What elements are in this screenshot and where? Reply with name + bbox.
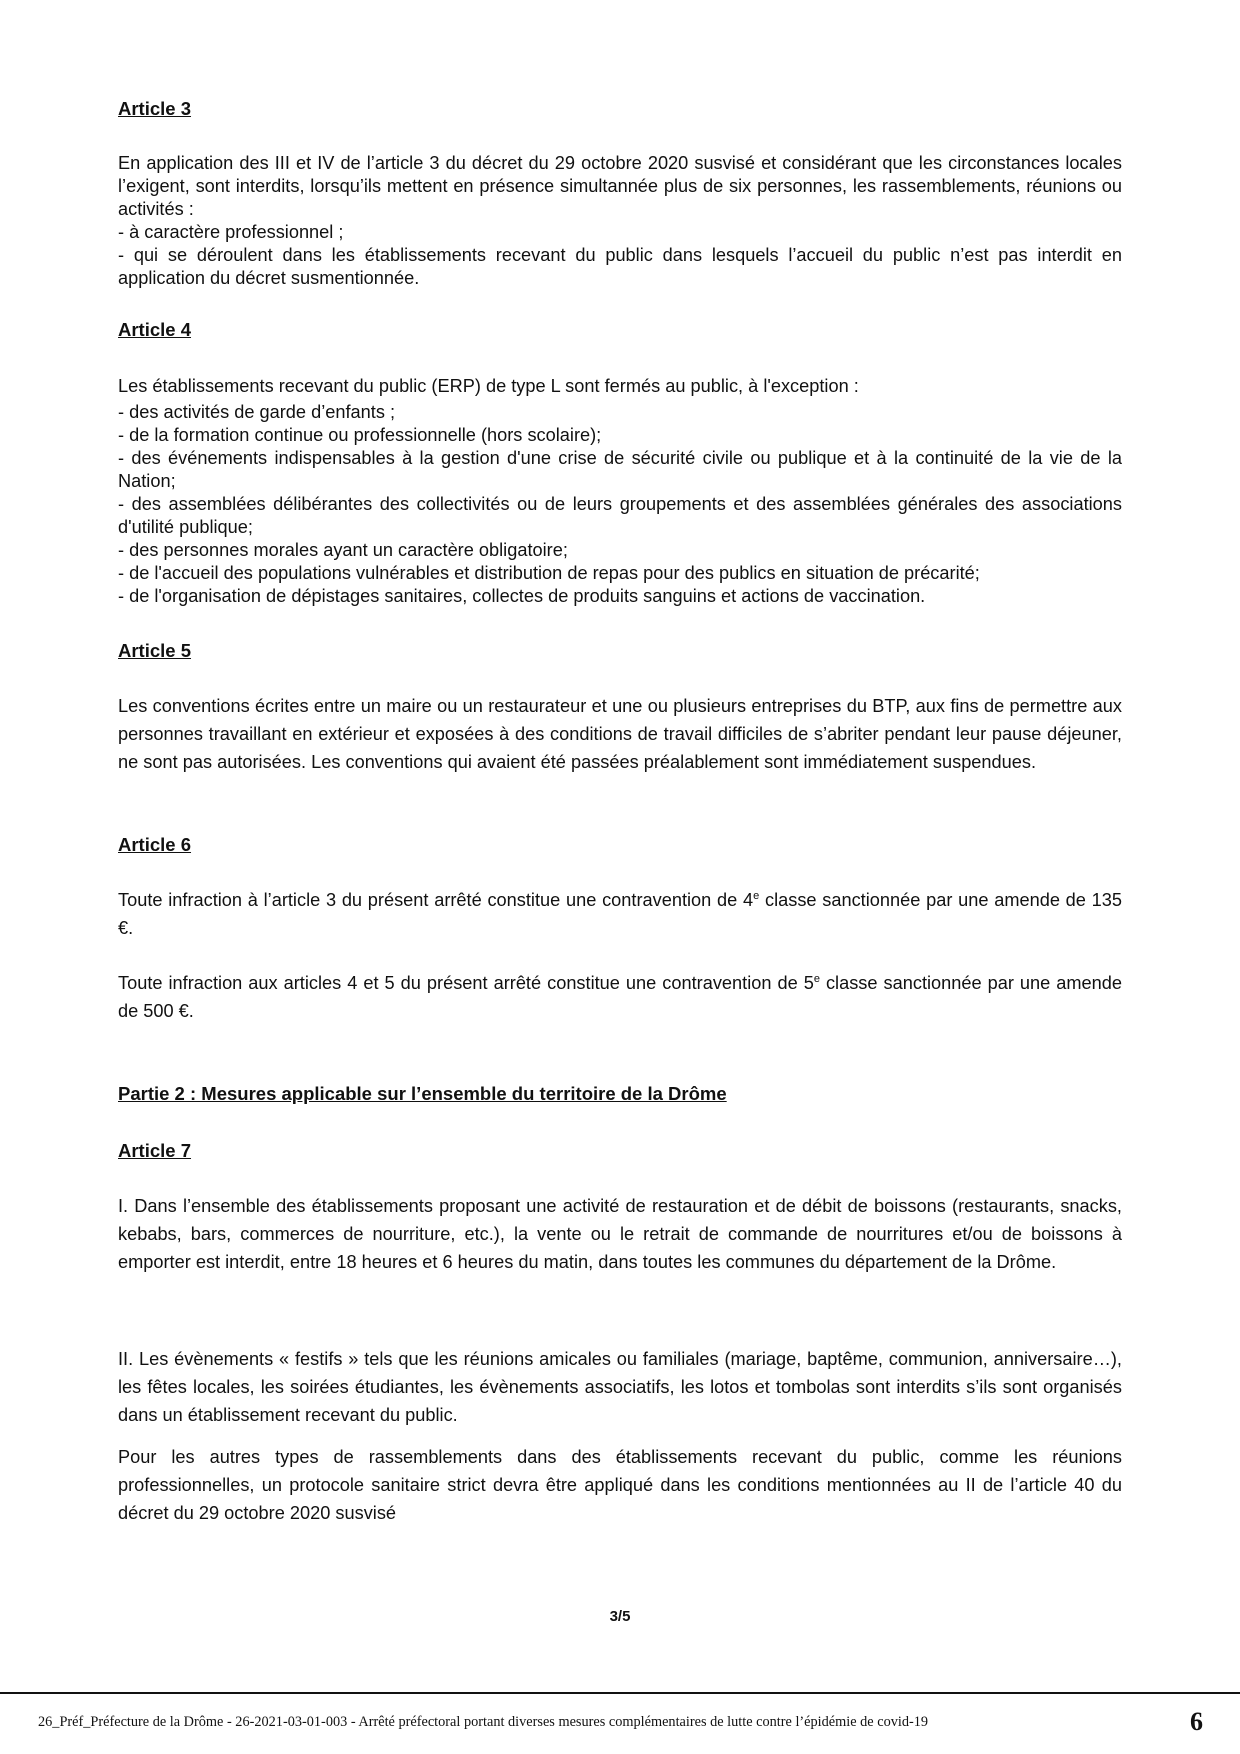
article-4-item: - des assemblées délibérantes des collectivités ou de leurs groupements et des assemblées générales des associations d'utilité publique; — [118, 494, 1122, 537]
article-4-item: - des événements indispensables à la gestion d'une crise de sécurité civile ou publique et à la continuité de la vie de la Nation; — [118, 448, 1122, 491]
article-heading: Article 6 — [118, 834, 192, 855]
text-run: classe sanctionnée par une amende de 135 €. — [118, 890, 1122, 938]
article-5-body — [118, 692, 1122, 776]
article-heading: Article 7 — [118, 1140, 192, 1161]
footer-reference: 26_Préf_Préfecture de la Drôme - 26-2021-03-01-003 - Arrêté préfectoral portant diverses mesures complémentaires de lutte contre l’épidémie de covid-19 — [38, 1714, 929, 1730]
article-6-text-1 — [118, 886, 1122, 942]
article-4-item: - des personnes morales ayant un caractère obligatoire; — [118, 540, 568, 560]
article-4-heading — [118, 318, 1122, 342]
article-7-text-1: I. Dans l’ensemble des établissements proposant une activité de restauration et de débit de boissons (restaurants, snacks, kebabs, bars, commerces de nourriture, etc.), la vente ou le retrait de commande de nourritures et/ou de boissons à emporter est interdit, entre 18 heures et 6 heures du matin, dans toutes les communes du département de la Drôme. — [118, 1196, 1122, 1272]
article-3-heading — [118, 97, 1122, 121]
article-7-text-2: II. Les évènements « festifs » tels que les réunions amicales ou familiales (mariage, baptême, communion, anniversaire…), les fêtes locales, les soirées étudiantes, les évènements associatifs, les lotos et tombolas sont interdits s’ils sont organisés dans un établissement recevant du public. — [118, 1349, 1122, 1425]
article-5-heading — [118, 639, 1122, 663]
section-heading: Partie 2 : Mesures applicable sur l’ensemble du territoire de la Drôme — [118, 1083, 727, 1104]
article-4-item: - de l'organisation de dépistages sanitaires, collectes de produits sanguins et actions de vaccination. — [118, 586, 926, 606]
article-4-item: - de la formation continue ou professionnelle (hors scolaire); — [118, 425, 602, 445]
text-run: Toute infraction aux articles 4 et 5 du présent arrêté constitue une contravention de 5 — [118, 973, 814, 993]
superscript: e — [753, 889, 760, 902]
article-7-paragraph-3 — [118, 1443, 1122, 1527]
part-2-heading — [118, 1082, 1122, 1106]
article-4-intro: Les établissements recevant du public (ERP) de type L sont fermés au public, à l'exception : — [118, 376, 859, 396]
superscript: e — [813, 972, 820, 985]
article-3-item: - qui se déroulent dans les établissements recevant du public dans lesquels l’accueil du public n’est pas interdit en application du décret susmentionnée. — [118, 245, 1122, 288]
article-3-item: - à caractère professionnel ; — [118, 222, 344, 242]
footer-page-number: 6 — [1190, 1707, 1203, 1736]
text-run: classe sanctionnée par une amende de 500 €. — [118, 973, 1122, 1021]
article-6-paragraph-2 — [118, 969, 1122, 1025]
article-7-paragraph-1 — [118, 1192, 1122, 1276]
page-number: 3/5 — [609, 1608, 631, 1625]
article-6-heading — [118, 833, 1122, 857]
article-5-text: Les conventions écrites entre un maire ou un restaurateur et une ou plusieurs entreprises du BTP, aux fins de permettre aux personnes travaillant en extérieur et exposées à des conditions de travail difficiles de s’abriter pendant leur pause déjeuner, ne sont pas autorisées. Les conventions qui avaient été passées préalablement sont immédiatement suspendues. — [118, 696, 1122, 772]
article-heading: Article 4 — [118, 319, 192, 340]
article-3-body — [118, 152, 1122, 290]
text-run: Toute infraction à l’article 3 du présent arrêté constitue une contravention de 4 — [118, 890, 754, 910]
article-7-heading — [118, 1139, 1122, 1163]
article-3-intro: En application des III et IV de l’article 3 du décret du 29 octobre 2020 susvisé et considérant que les circonstances locales l’exigent, sont interdits, lorsqu’ils mettent en présence simultannée plus de six personnes, les rassemblements, réunions ou activités : — [118, 153, 1122, 219]
article-heading: Article 3 — [118, 98, 192, 119]
article-7-paragraph-2 — [118, 1345, 1122, 1429]
article-heading: Article 5 — [118, 640, 192, 661]
article-7-text-3: Pour les autres types de rassemblements dans des établissements recevant du public, comme les réunions professionnelles, un protocole sanitaire strict devra être appliqué dans les conditions mentionnées au II de l’article 40 du décret du 29 octobre 2020 susvisé — [118, 1447, 1122, 1523]
footer-divider — [0, 1692, 1240, 1694]
article-6-text-2 — [118, 969, 1122, 1025]
article-4-item: - de l'accueil des populations vulnérables et distribution de repas pour des publics en situation de précarité; — [118, 563, 980, 583]
article-4-item: - des activités de garde d’enfants ; — [118, 402, 396, 422]
article-4-body — [118, 375, 1122, 608]
article-6-paragraph-1 — [118, 886, 1122, 942]
